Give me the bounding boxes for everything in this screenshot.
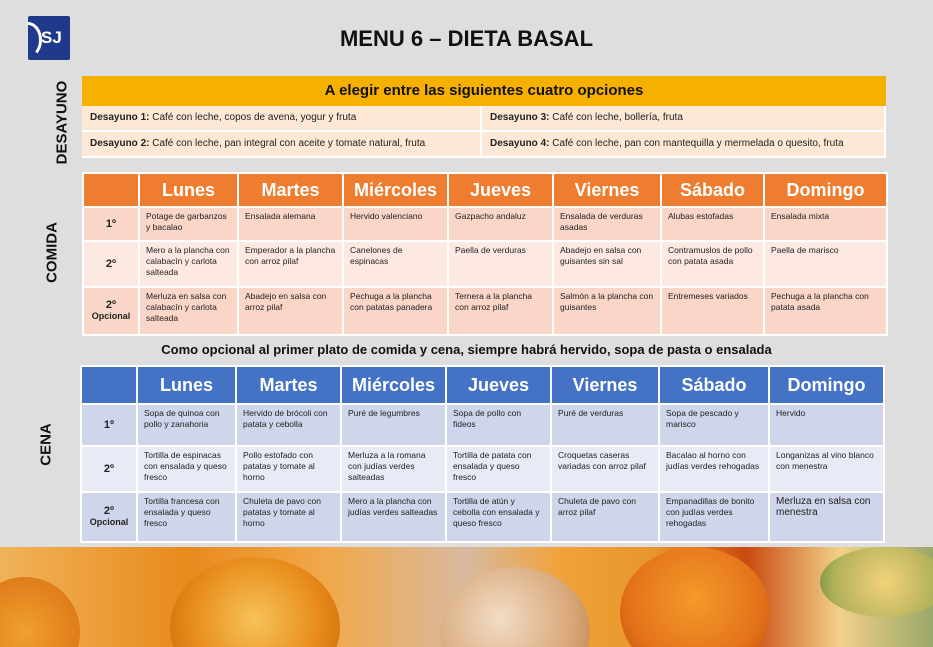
dish-cell: Salmón a la plancha con guisantes	[553, 287, 661, 335]
table-row	[83, 241, 887, 287]
course-label: 1º	[81, 404, 137, 446]
dish-cell: Sopa de quinoa con pollo y zanahoria	[137, 404, 236, 446]
dish-cell: Abadejo en salsa con arroz pilaf	[238, 287, 343, 335]
dish-cell: Hervido valenciano	[343, 207, 448, 241]
dish-cell: Sopa de pescado y marisco	[659, 404, 769, 446]
day-header: Jueves	[448, 173, 553, 207]
dish-cell: Pechuga a la plancha con patata asada	[764, 287, 887, 335]
desayuno-option-name: Desayuno 3:	[490, 112, 550, 123]
comida-table	[82, 172, 888, 336]
table-row	[81, 404, 884, 446]
desayuno-option	[482, 106, 886, 132]
day-header: Miércoles	[341, 366, 446, 404]
day-header: Miércoles	[343, 173, 448, 207]
dish-cell: Alubas estofadas	[661, 207, 764, 241]
desayuno-option-text: Café con leche, pan integral con aceite y tomate natural, fruta	[149, 138, 426, 149]
desayuno-option-text: Café con leche, bollería, fruta	[549, 112, 683, 123]
vegetables-photo	[0, 547, 933, 647]
dish-cell: Abadejo en salsa con guisantes sin sal	[553, 241, 661, 287]
dish-cell: Merluza en salsa con menestra	[769, 492, 884, 542]
table-row	[81, 446, 884, 492]
pumpkin-shape	[170, 557, 340, 647]
table-row	[81, 492, 884, 542]
corner-cell	[83, 173, 139, 207]
dish-cell: Tortilla de espinacas con ensalada y queso fresco	[137, 446, 236, 492]
desayuno-options	[82, 106, 886, 158]
dish-cell: Sopa de pollo con fideos	[446, 404, 551, 446]
desayuno-option	[82, 132, 482, 158]
course-label: 2º Opcional	[81, 492, 137, 542]
dish-cell: Croquetas caseras variadas con arroz pilaf	[551, 446, 659, 492]
day-header: Lunes	[139, 173, 238, 207]
dish-cell: Bacalao al horno con judías verdes rehogadas	[659, 446, 769, 492]
dish-cell: Mero a la plancha con judías verdes salteadas	[341, 492, 446, 542]
day-header: Sábado	[659, 366, 769, 404]
dish-cell: Contramuslos de pollo con patata asada	[661, 241, 764, 287]
day-header: Martes	[236, 366, 341, 404]
dish-cell: Paella de marisco	[764, 241, 887, 287]
day-header: Sábado	[661, 173, 764, 207]
label-comida: COMIDA	[43, 222, 61, 283]
day-header: Lunes	[137, 366, 236, 404]
course-label: 2º	[83, 241, 139, 287]
dish-cell: Ensalada mixta	[764, 207, 887, 241]
dish-cell: Tortilla de patata con ensalada y queso fresco	[446, 446, 551, 492]
desayuno-option-text: Café con leche, pan con mantequilla y mermelada o quesito, fruta	[549, 138, 844, 149]
desayuno-option-name: Desayuno 2:	[90, 138, 150, 149]
dish-cell: Pollo estofado con patatas y tomate al horno	[236, 446, 341, 492]
cena-table	[80, 365, 885, 543]
dish-cell: Merluza en salsa con calabacín y carlota salteada	[139, 287, 238, 335]
dish-cell: Potage de garbanzos y bacalao	[139, 207, 238, 241]
table-row	[83, 287, 887, 335]
comida-header-row	[83, 173, 887, 207]
dish-cell: Ternera a la plancha con arroz pilaf	[448, 287, 553, 335]
day-header: Martes	[238, 173, 343, 207]
dish-cell: Hervido de brócoli con patata y cebolla	[236, 404, 341, 446]
dish-cell: Chuleta de pavo con patatas y tomate al horno	[236, 492, 341, 542]
corner-cell	[81, 366, 137, 404]
label-desayuno: DESAYUNO	[53, 80, 71, 165]
desayuno-option-name: Desayuno 4:	[490, 138, 550, 149]
table-row	[83, 207, 887, 241]
desayuno-option	[482, 132, 886, 158]
dish-cell: Ensalada de verduras asadas	[553, 207, 661, 241]
dish-cell: Gazpacho andaluz	[448, 207, 553, 241]
dish-cell: Paella de verduras	[448, 241, 553, 287]
dish-cell: Hervido	[769, 404, 884, 446]
persimmon-shape	[620, 547, 770, 647]
logo-text: SJ	[41, 28, 62, 47]
squash-shape	[440, 567, 590, 647]
desayuno-header: A elegir entre las siguientes cuatro opciones	[82, 76, 886, 106]
dish-cell: Chuleta de pavo con arroz pilaf	[551, 492, 659, 542]
dish-cell: Longanizas al vino blanco con menestra	[769, 446, 884, 492]
dish-cell: Merluza a la romana con judías verdes salteadas	[341, 446, 446, 492]
dish-cell: Pechuga a la plancha con patatas panadera	[343, 287, 448, 335]
day-header: Viernes	[551, 366, 659, 404]
course-label: 2º	[81, 446, 137, 492]
dish-cell: Puré de verduras	[551, 404, 659, 446]
dish-cell: Tortilla francesa con ensalada y queso fresco	[137, 492, 236, 542]
dish-cell: Empanadillas de bonito con judías verdes rehogadas	[659, 492, 769, 542]
dish-cell: Emperador a la plancha con arroz pilaf	[238, 241, 343, 287]
dish-cell: Entremeses variados	[661, 287, 764, 335]
dish-cell: Canelones de espinacas	[343, 241, 448, 287]
day-header: Domingo	[769, 366, 884, 404]
page-title: MENU 6 – DIETA BASAL	[339, 26, 594, 51]
desayuno-section	[82, 76, 886, 158]
dish-cell: Ensalada alemana	[238, 207, 343, 241]
label-cena: CENA	[37, 423, 55, 466]
optional-note: Como opcional al primer plato de comida y cena, siempre habrá hervido, sopa de pasta o ensalada	[161, 342, 772, 357]
dish-cell: Puré de legumbres	[341, 404, 446, 446]
desayuno-option-name: Desayuno 1:	[90, 112, 150, 123]
carrot-shape	[0, 577, 80, 647]
dish-cell: Mero a la plancha con calabacín y carlota salteada	[139, 241, 238, 287]
cena-header-row	[81, 366, 884, 404]
mango-shape	[820, 547, 933, 617]
day-header: Viernes	[553, 173, 661, 207]
dish-cell: Tortilla de atún y cebolla con ensalada y queso fresco	[446, 492, 551, 542]
course-label: 2º Opcional	[83, 287, 139, 335]
day-header: Jueves	[446, 366, 551, 404]
day-header: Domingo	[764, 173, 887, 207]
course-label: 1º	[83, 207, 139, 241]
desayuno-option	[82, 106, 482, 132]
desayuno-option-text: Café con leche, copos de avena, yogur y fruta	[149, 112, 357, 123]
